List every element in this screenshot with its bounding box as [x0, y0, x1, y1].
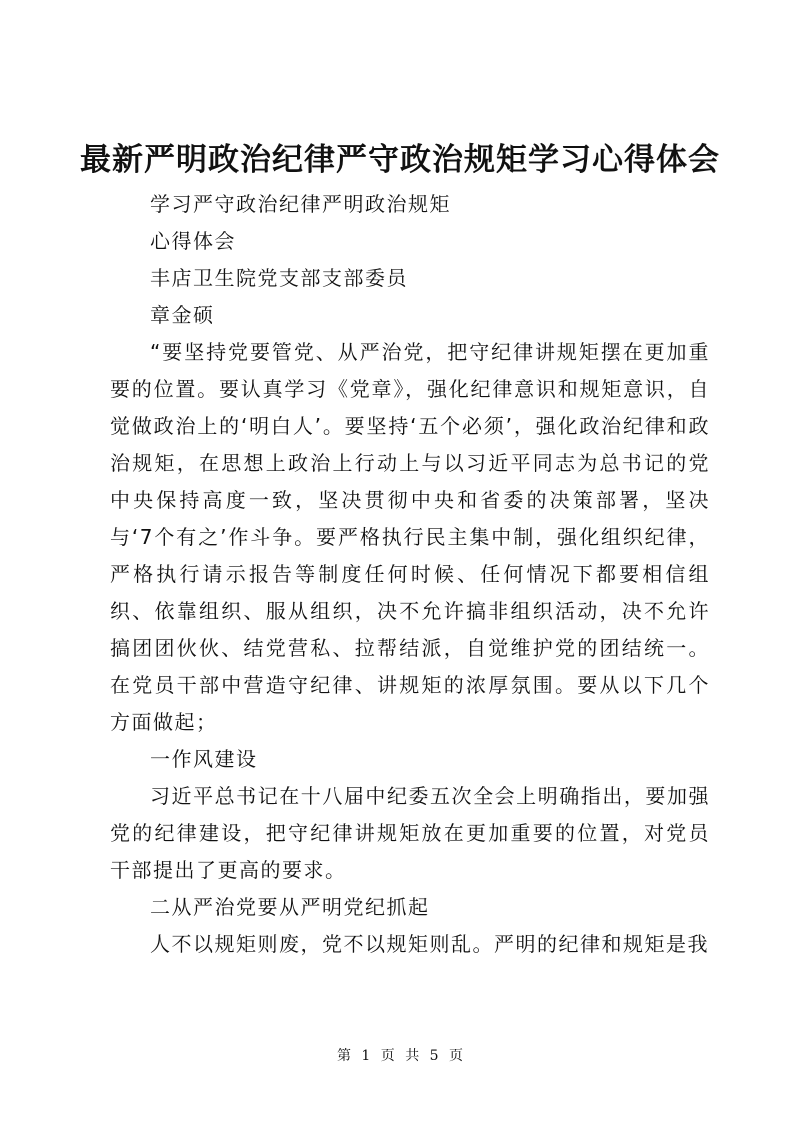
section-heading: 二从严治党要从严明党纪抓起 [150, 895, 430, 919]
author-unit: 丰店卫生院党支部支部委员 [150, 266, 408, 290]
document-body [110, 186, 710, 963]
section-heading: 一作风建设 [150, 747, 258, 771]
subtitle-line-2: 心得体会 [150, 229, 236, 253]
document-title: 最新严明政治纪律严守政治规矩学习心得体会 [80, 142, 720, 178]
body-paragraph: “要坚持党要管党、从严治党，把守纪律讲规矩摆在更加重要的位置。要认真学习《党章》，强化纪律意识和规矩意识，自觉做政治上的‘明白人’。要坚持‘五个必须’，强化政治纪律和政治规矩，在思想上政治上行动上与以习近平同志为总书记的党中央保持高度一致，坚决贯彻中央和省委的决策部署，坚决与‘7个有之’作斗争。要严格执行民主集中制，强化组织纪律，严格执行请示报告等制度任何时候、任何情况下都要相信组织、依靠组织、服从组织，决不允许搞非组织活动，决不允许搞团团伙伙、结党营私、拉帮结派，自觉维护党的团结统一。在党员干部中营造守纪律、讲规矩的浓厚氛围。要从以下几个方面做起； [110, 340, 710, 734]
page-number-footer: 第 1 页 共 5 页 [336, 1048, 464, 1064]
author-name: 章金硕 [150, 303, 215, 327]
subtitle-line: 学习严守政治纪律严明政治规矩 [150, 192, 451, 216]
body-paragraph: 人不以规矩则废，党不以规矩则乱。严明的纪律和规矩是我 [150, 932, 709, 956]
body-paragraph: 习近平总书记在十八届中纪委五次全会上明确指出，要加强党的纪律建设，把守纪律讲规矩放在更加重要的位置，对党员干部提出了更高的要求。 [110, 784, 710, 882]
